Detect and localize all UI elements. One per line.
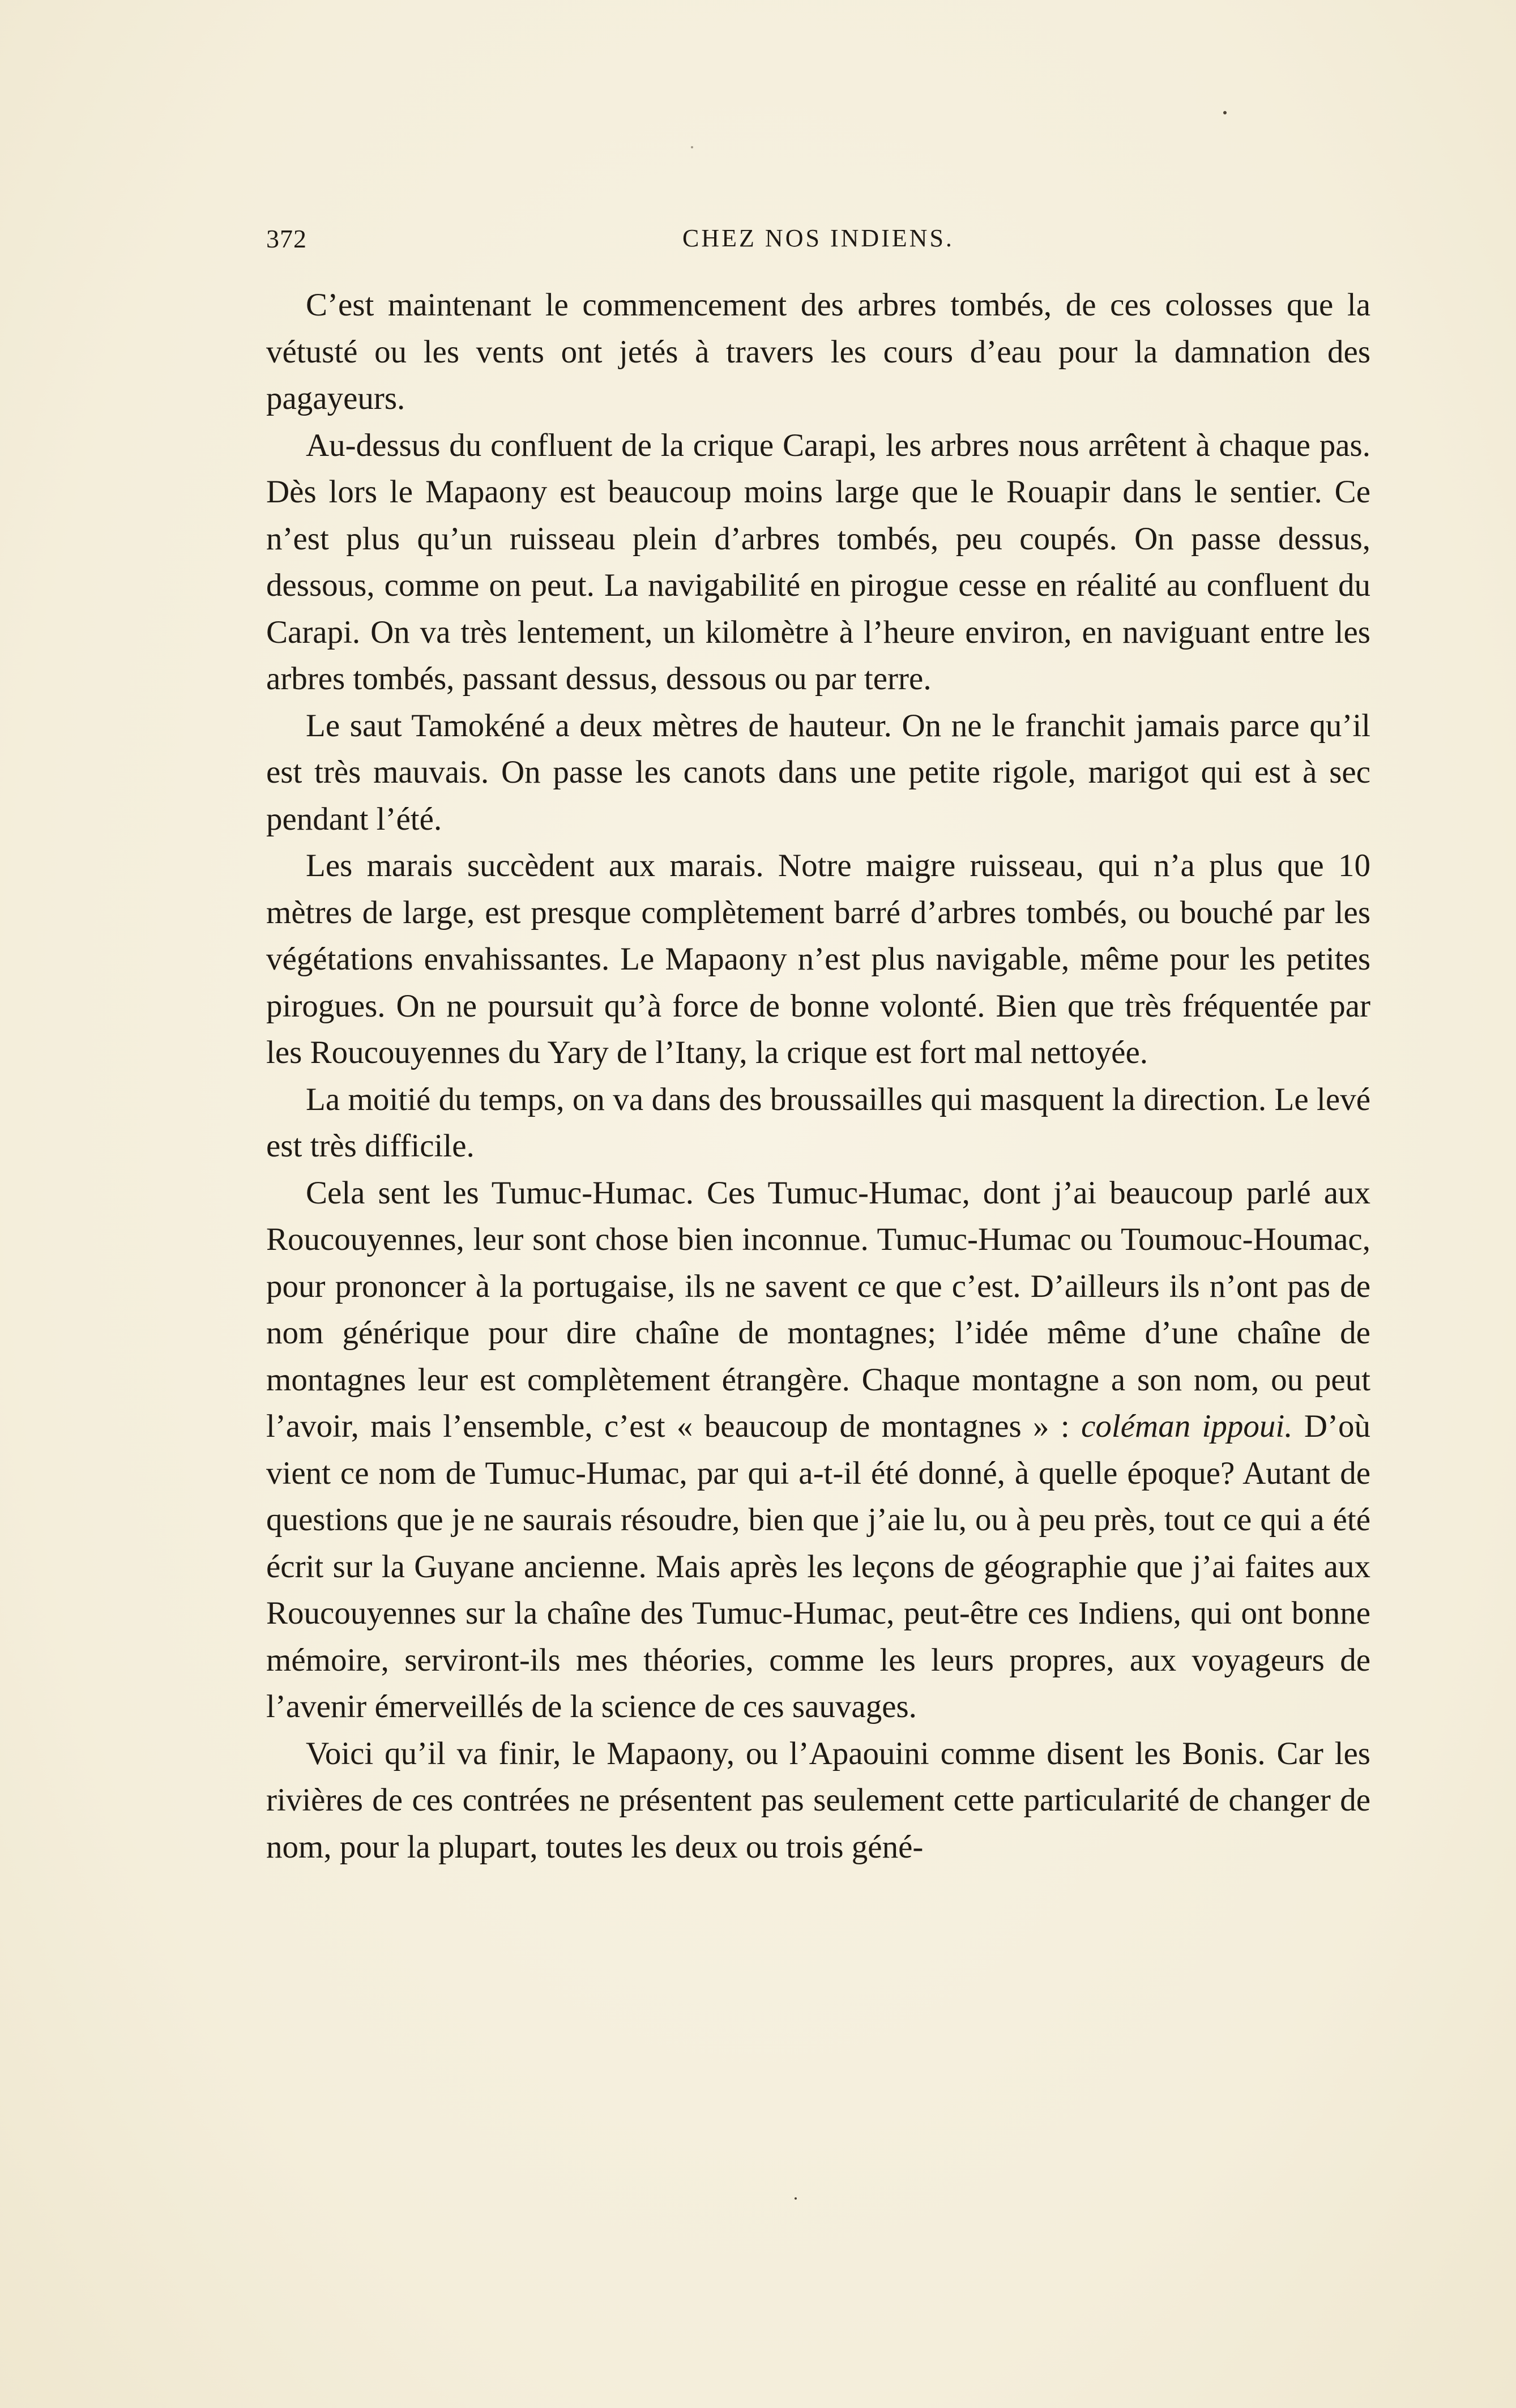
- paragraph-3: Le saut Tamokéné a deux mètres de hauteur. On ne le franchit jamais parce qu’il est très mauvais. On passe les canots dans une petite rigole, marigot qui est à sec pendant l’été.: [266, 707, 1370, 837]
- paragraph-6: [266, 1170, 1370, 1731]
- print-speck: [691, 146, 693, 148]
- paragraph-2: Au-dessus du confluent de la crique Carapi, les arbres nous arrêtent à chaque pas. Dès lors le Mapaony est beaucoup moins large que le Rouapir dans le sentier. Ce n’est plus qu’un ruisseau plein d’arbres tombés, peu coupés. On passe dessus, dessous, comme on peut. La navigabilité en pirogue cesse en réalité au confluent du Carapi. On va très lentement, un kilomètre à l’heure environ, en naviguant entre les arbres tombés, passant dessus, dessous ou par terre.: [266, 427, 1370, 697]
- paragraph-6-part-1: Cela sent les Tumuc-Humac. Ces Tumuc-Humac, dont j’ai beaucoup parlé aux Roucouyennes, leur sont chose bien inconnue. Tumuc-Humac ou Toumouc-Houmac, pour prononcer à la portugaise, ils ne savent ce que c’est. D’ailleurs ils n’ont pas de nom générique pour dire chaîne de montagnes; l’idée même d’une chaîne de montagnes leur est complètement étrangère. Chaque montagne a son nom, ou peut l’avoir, mais l’ensemble, c’est « beaucoup de montagnes » :: [266, 1175, 1370, 1444]
- body-text: [266, 282, 1370, 1871]
- paragraph-5: La moitié du temps, on va dans des broussailles qui masquent la direction. Le levé est très difficile.: [266, 1081, 1370, 1164]
- running-title: CHEZ NOS INDIENS.: [682, 224, 954, 252]
- paragraph-7: Voici qu’il va finir, le Mapaony, ou l’Apaouini comme disent les Bonis. Car les rivières de ces contrées ne présentent pas seulement cette particularité de changer de nom, pour la plupart, toutes les deux ou trois géné-: [266, 1735, 1370, 1865]
- print-speck: [1223, 111, 1227, 114]
- paragraph-6-italic-phrase: coléman ippoui.: [1081, 1408, 1293, 1444]
- page-header: [266, 224, 1370, 258]
- page-number: 372: [266, 224, 307, 253]
- print-speck: [795, 2197, 797, 2200]
- paragraph-4: Les marais succèdent aux marais. Notre maigre ruisseau, qui n’a plus que 10 mètres de large, est presque complètement barré d’arbres tombés, ou bouché par les végétations envahissantes. Le Mapaony n’est plus navigable, même pour les petites pirogues. On ne poursuit qu’à force de bonne volonté. Bien que très fréquentée par les Roucouyennes du Yary de l’Itany, la crique est fort mal nettoyée.: [266, 848, 1370, 1070]
- paragraph-1: C’est maintenant le commencement des arbres tombés, de ces colosses que la vétusté ou les vents ont jetés à travers les cours d’eau pour la damnation des pagayeurs.: [266, 287, 1370, 416]
- paragraph-6-part-2: D’où vient ce nom de Tumuc-Humac, par qui a-t-il été donné, à quelle époque? Autant de questions que je ne saurais résoudre, bien que j’aie lu, ou à peu près, tout ce qui a été écrit sur la Guyane ancienne. Mais après les leçons de géographie que j’ai faites aux Roucouyennes sur la chaîne des Tumuc-Humac, peut-être ces Indiens, qui ont bonne mémoire, serviront-ils mes théories, comme les leurs propres, aux voyageurs de l’avenir émerveillés de la science de ces sauvages.: [266, 1408, 1370, 1724]
